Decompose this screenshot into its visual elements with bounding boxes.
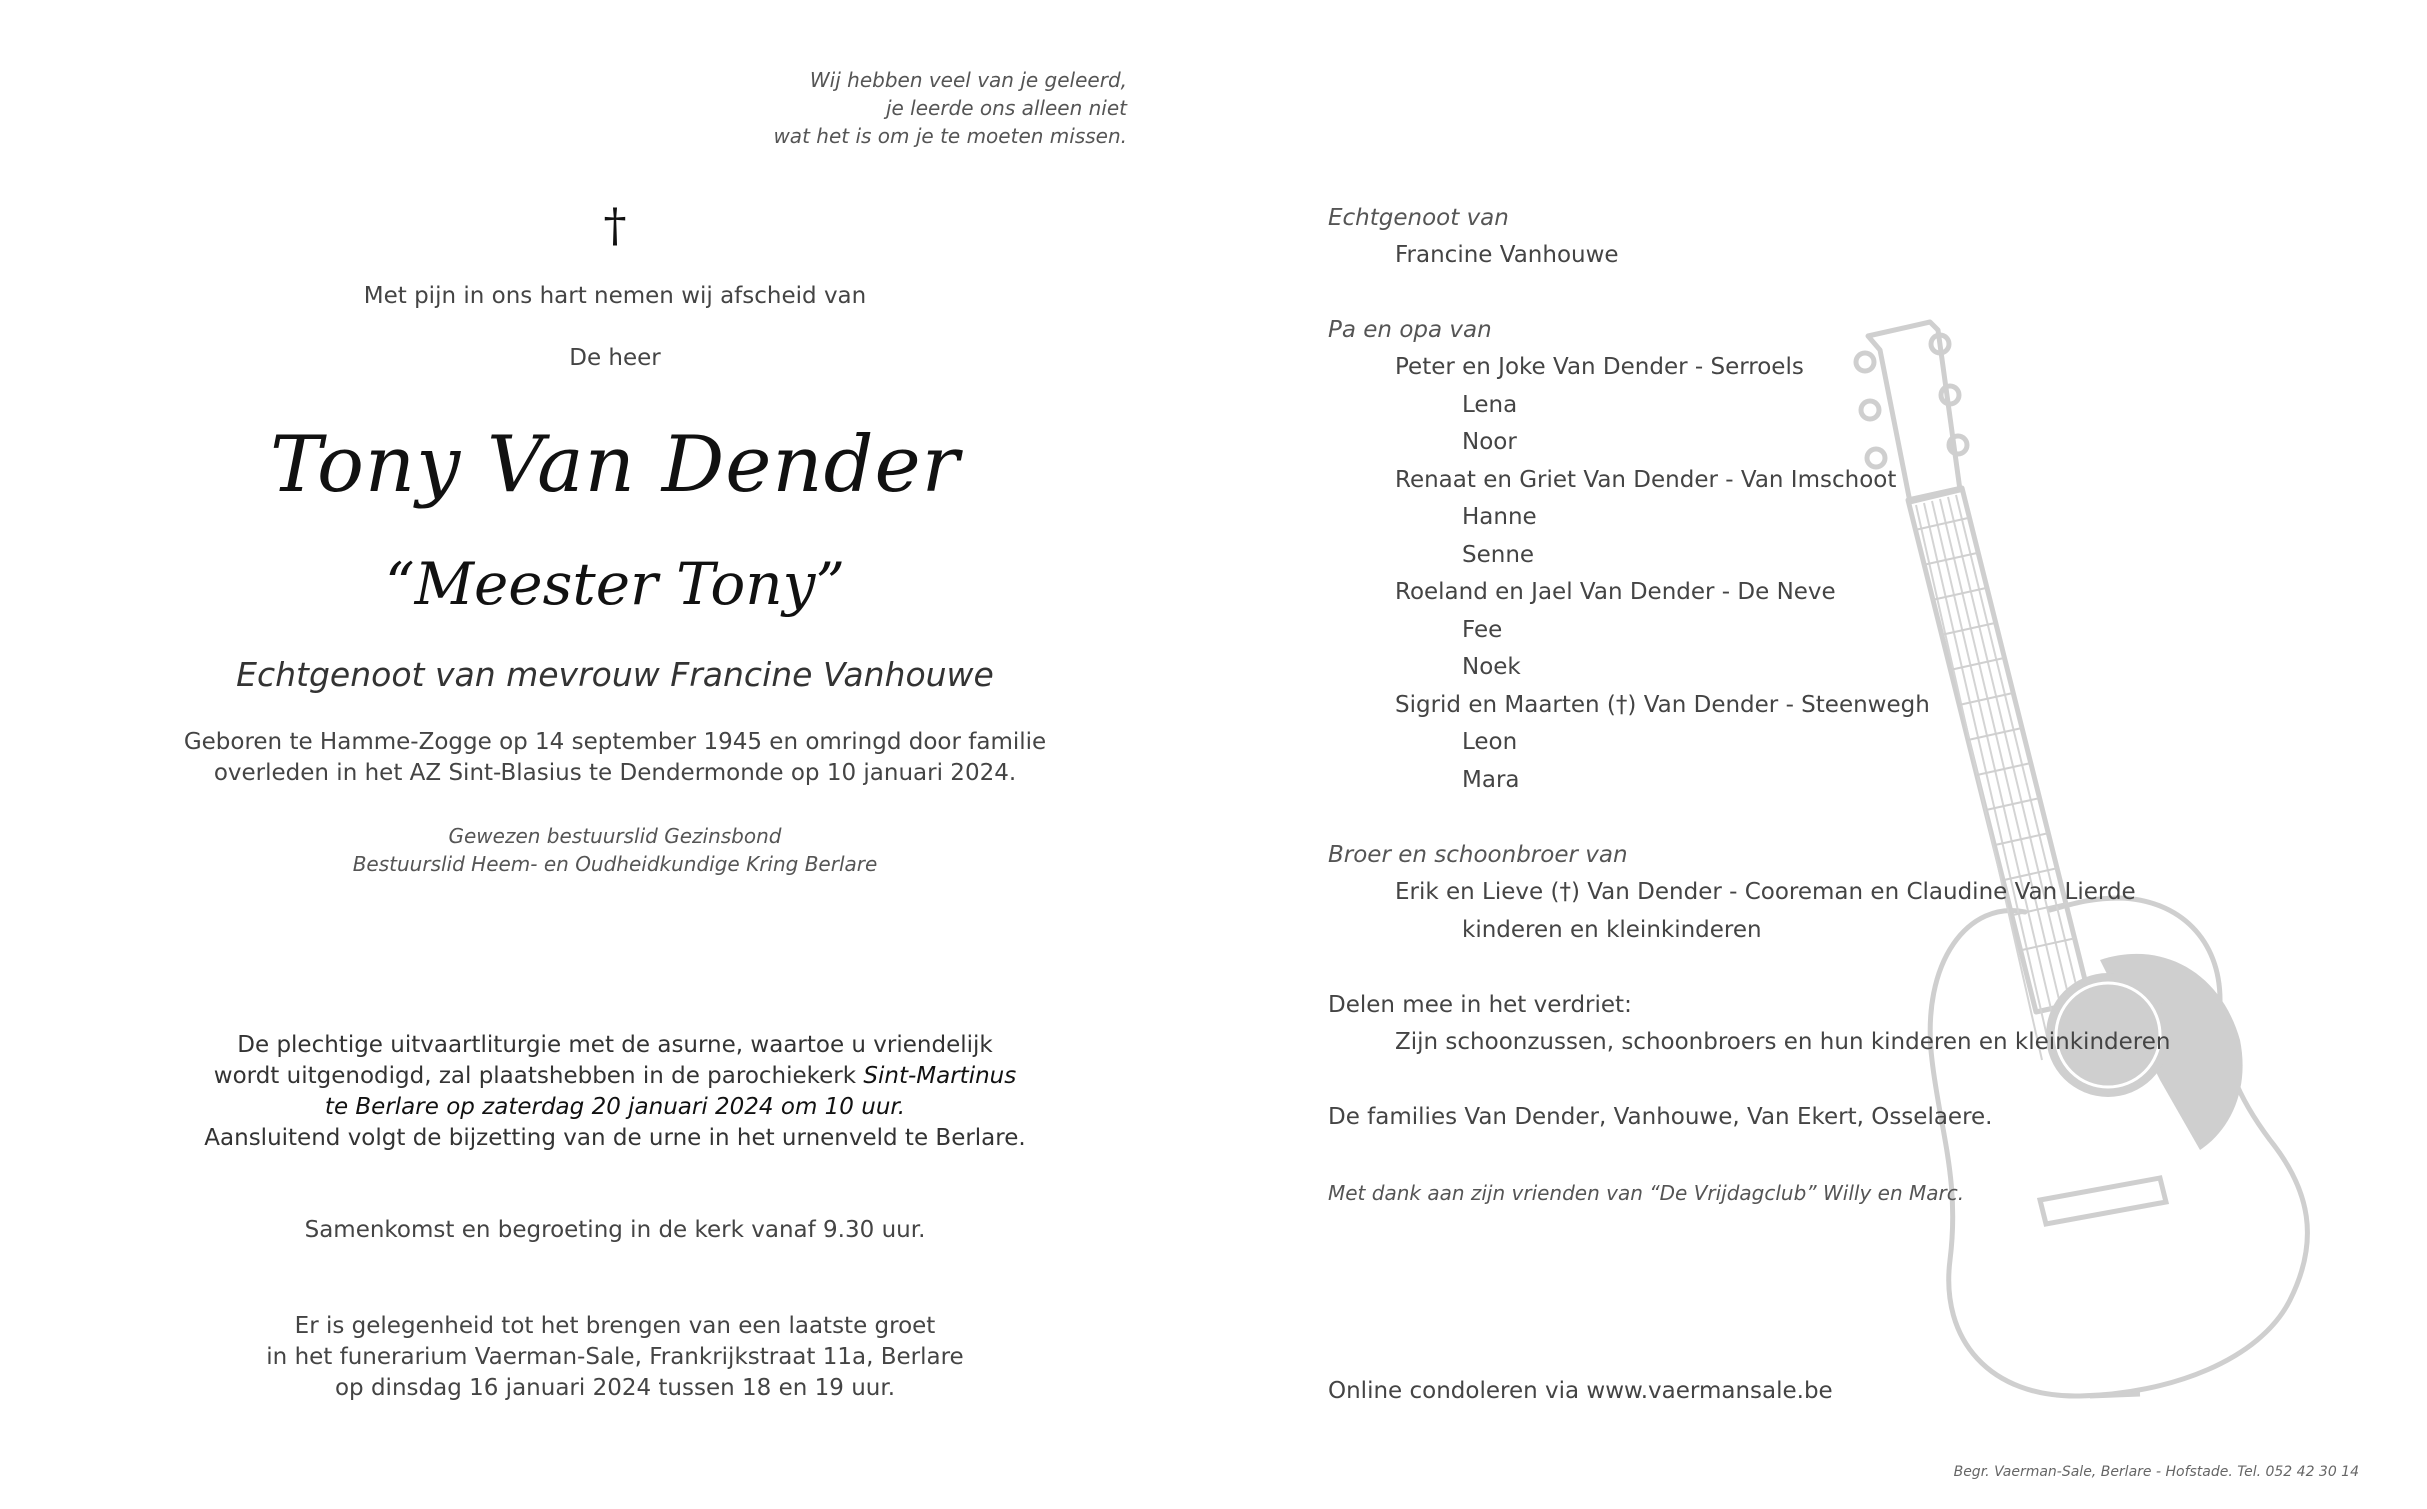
death-line: overleden in het AZ Sint-Blasius te Dendermonde op 10 januari 2024.	[213, 760, 1017, 786]
grandchild: Noek	[1462, 654, 1521, 680]
birth-line: Geboren te Hamme-Zogge op 14 september 1945 en omringd door familie	[183, 729, 1047, 755]
liturgy-line	[0, 1061, 1230, 1092]
deceased-name: Tony Van Dender	[269, 420, 961, 510]
children-heading: Pa en opa van	[1328, 317, 1492, 343]
child-family: Roeland en Jael Van Dender - De Neve	[1395, 579, 1836, 605]
honorific-title: De heer	[569, 345, 661, 371]
sibling-heading: Broer en schoonbroer van	[1328, 842, 1628, 868]
spouse-name: Francine Vanhouwe	[1395, 242, 1619, 268]
grandchild: Noor	[1462, 429, 1517, 455]
cross-icon: †	[603, 198, 627, 252]
thanks-note: Met dank aan zijn vrienden van “De Vrijdagclub” Willy en Marc.	[1328, 1181, 1965, 1205]
guitar-bridge	[2040, 1178, 2166, 1224]
share-heading: Delen mee in het verdriet:	[1328, 992, 1632, 1018]
tuner-peg	[1856, 353, 1874, 371]
grandchild: Leon	[1462, 729, 1518, 755]
grandchild: Fee	[1462, 617, 1503, 643]
visitation-info	[0, 1311, 1230, 1404]
liturgy-text: wordt uitgenodigd, zal plaatshebben in de parochiekerk	[213, 1063, 864, 1089]
liturgy-date: te Berlare op zaterdag 20 januari 2024 om 10 uur.	[324, 1094, 906, 1120]
opening-quote	[627, 66, 1127, 150]
quote-line: Wij hebben veel van je geleerd,	[809, 68, 1127, 92]
grandchild: Lena	[1462, 392, 1518, 418]
grandchild: Hanne	[1462, 504, 1537, 530]
gathering-info: Samenkomst en begroeting in de kerk vanaf 9.30 uur.	[304, 1217, 926, 1243]
share-line: Zijn schoonzussen, schoonbroers en hun kinderen en kleinkinderen	[1395, 1029, 2171, 1055]
visit-line: in het funerarium Vaerman-Sale, Frankrijkstraat 11a, Berlare	[266, 1344, 964, 1370]
role-item: Gewezen bestuurslid Gezinsbond	[448, 824, 782, 848]
spouse-line: Echtgenoot van mevrouw Francine Vanhouwe	[236, 655, 994, 694]
liturgy-line: Aansluitend volgt de bijzetting van de urne in het urnenveld te Berlare.	[204, 1125, 1026, 1151]
sibling-family: Erik en Lieve (†) Van Dender - Cooreman en Claudine Van Lierde	[1395, 879, 2136, 905]
roles	[0, 822, 1230, 878]
church-name: Sint-Martinus	[863, 1063, 1017, 1089]
child-family: Renaat en Griet Van Dender - Van Imschoot	[1395, 467, 1897, 493]
families-line: De families Van Dender, Vanhouwe, Van Ekert, Osselaere.	[1328, 1104, 1993, 1130]
visit-line: Er is gelegenheid tot het brengen van een laatste groet	[294, 1313, 936, 1339]
funeral-liturgy	[0, 1030, 1230, 1154]
acoustic-guitar-illustration	[1840, 300, 2380, 1420]
birth-death-info	[0, 727, 1230, 789]
child-family: Peter en Joke Van Dender - Serroels	[1395, 354, 1804, 380]
deceased-nickname: “Meester Tony”	[384, 550, 846, 618]
sibling-descendants: kinderen en kleinkinderen	[1462, 917, 1762, 943]
online-condolence: Online condoleren via www.vaermansale.be	[1328, 1378, 1833, 1404]
quote-line: wat het is om je te moeten missen.	[773, 124, 1127, 148]
intro-text: Met pijn in ons hart nemen wij afscheid van	[363, 283, 867, 309]
spouse-heading: Echtgenoot van	[1328, 205, 1509, 231]
tuner-peg	[1861, 401, 1879, 419]
visit-line: op dinsdag 16 januari 2024 tussen 18 en 19 uur.	[334, 1375, 896, 1401]
role-item: Bestuurslid Heem- en Oudheidkundige Kring Berlare	[352, 852, 878, 876]
tuner-peg	[1867, 449, 1885, 467]
child-family: Sigrid en Maarten (†) Van Dender - Steenwegh	[1395, 692, 1930, 718]
printer-credit: Begr. Vaerman-Sale, Berlare - Hofstade. Tel. 052 42 30 14	[1953, 1464, 2359, 1480]
grandchild: Senne	[1462, 542, 1535, 568]
liturgy-line: De plechtige uitvaartliturgie met de asurne, waartoe u vriendelijk	[237, 1032, 993, 1058]
grandchild: Mara	[1462, 767, 1520, 793]
quote-line: je leerde ons alleen niet	[885, 96, 1127, 120]
